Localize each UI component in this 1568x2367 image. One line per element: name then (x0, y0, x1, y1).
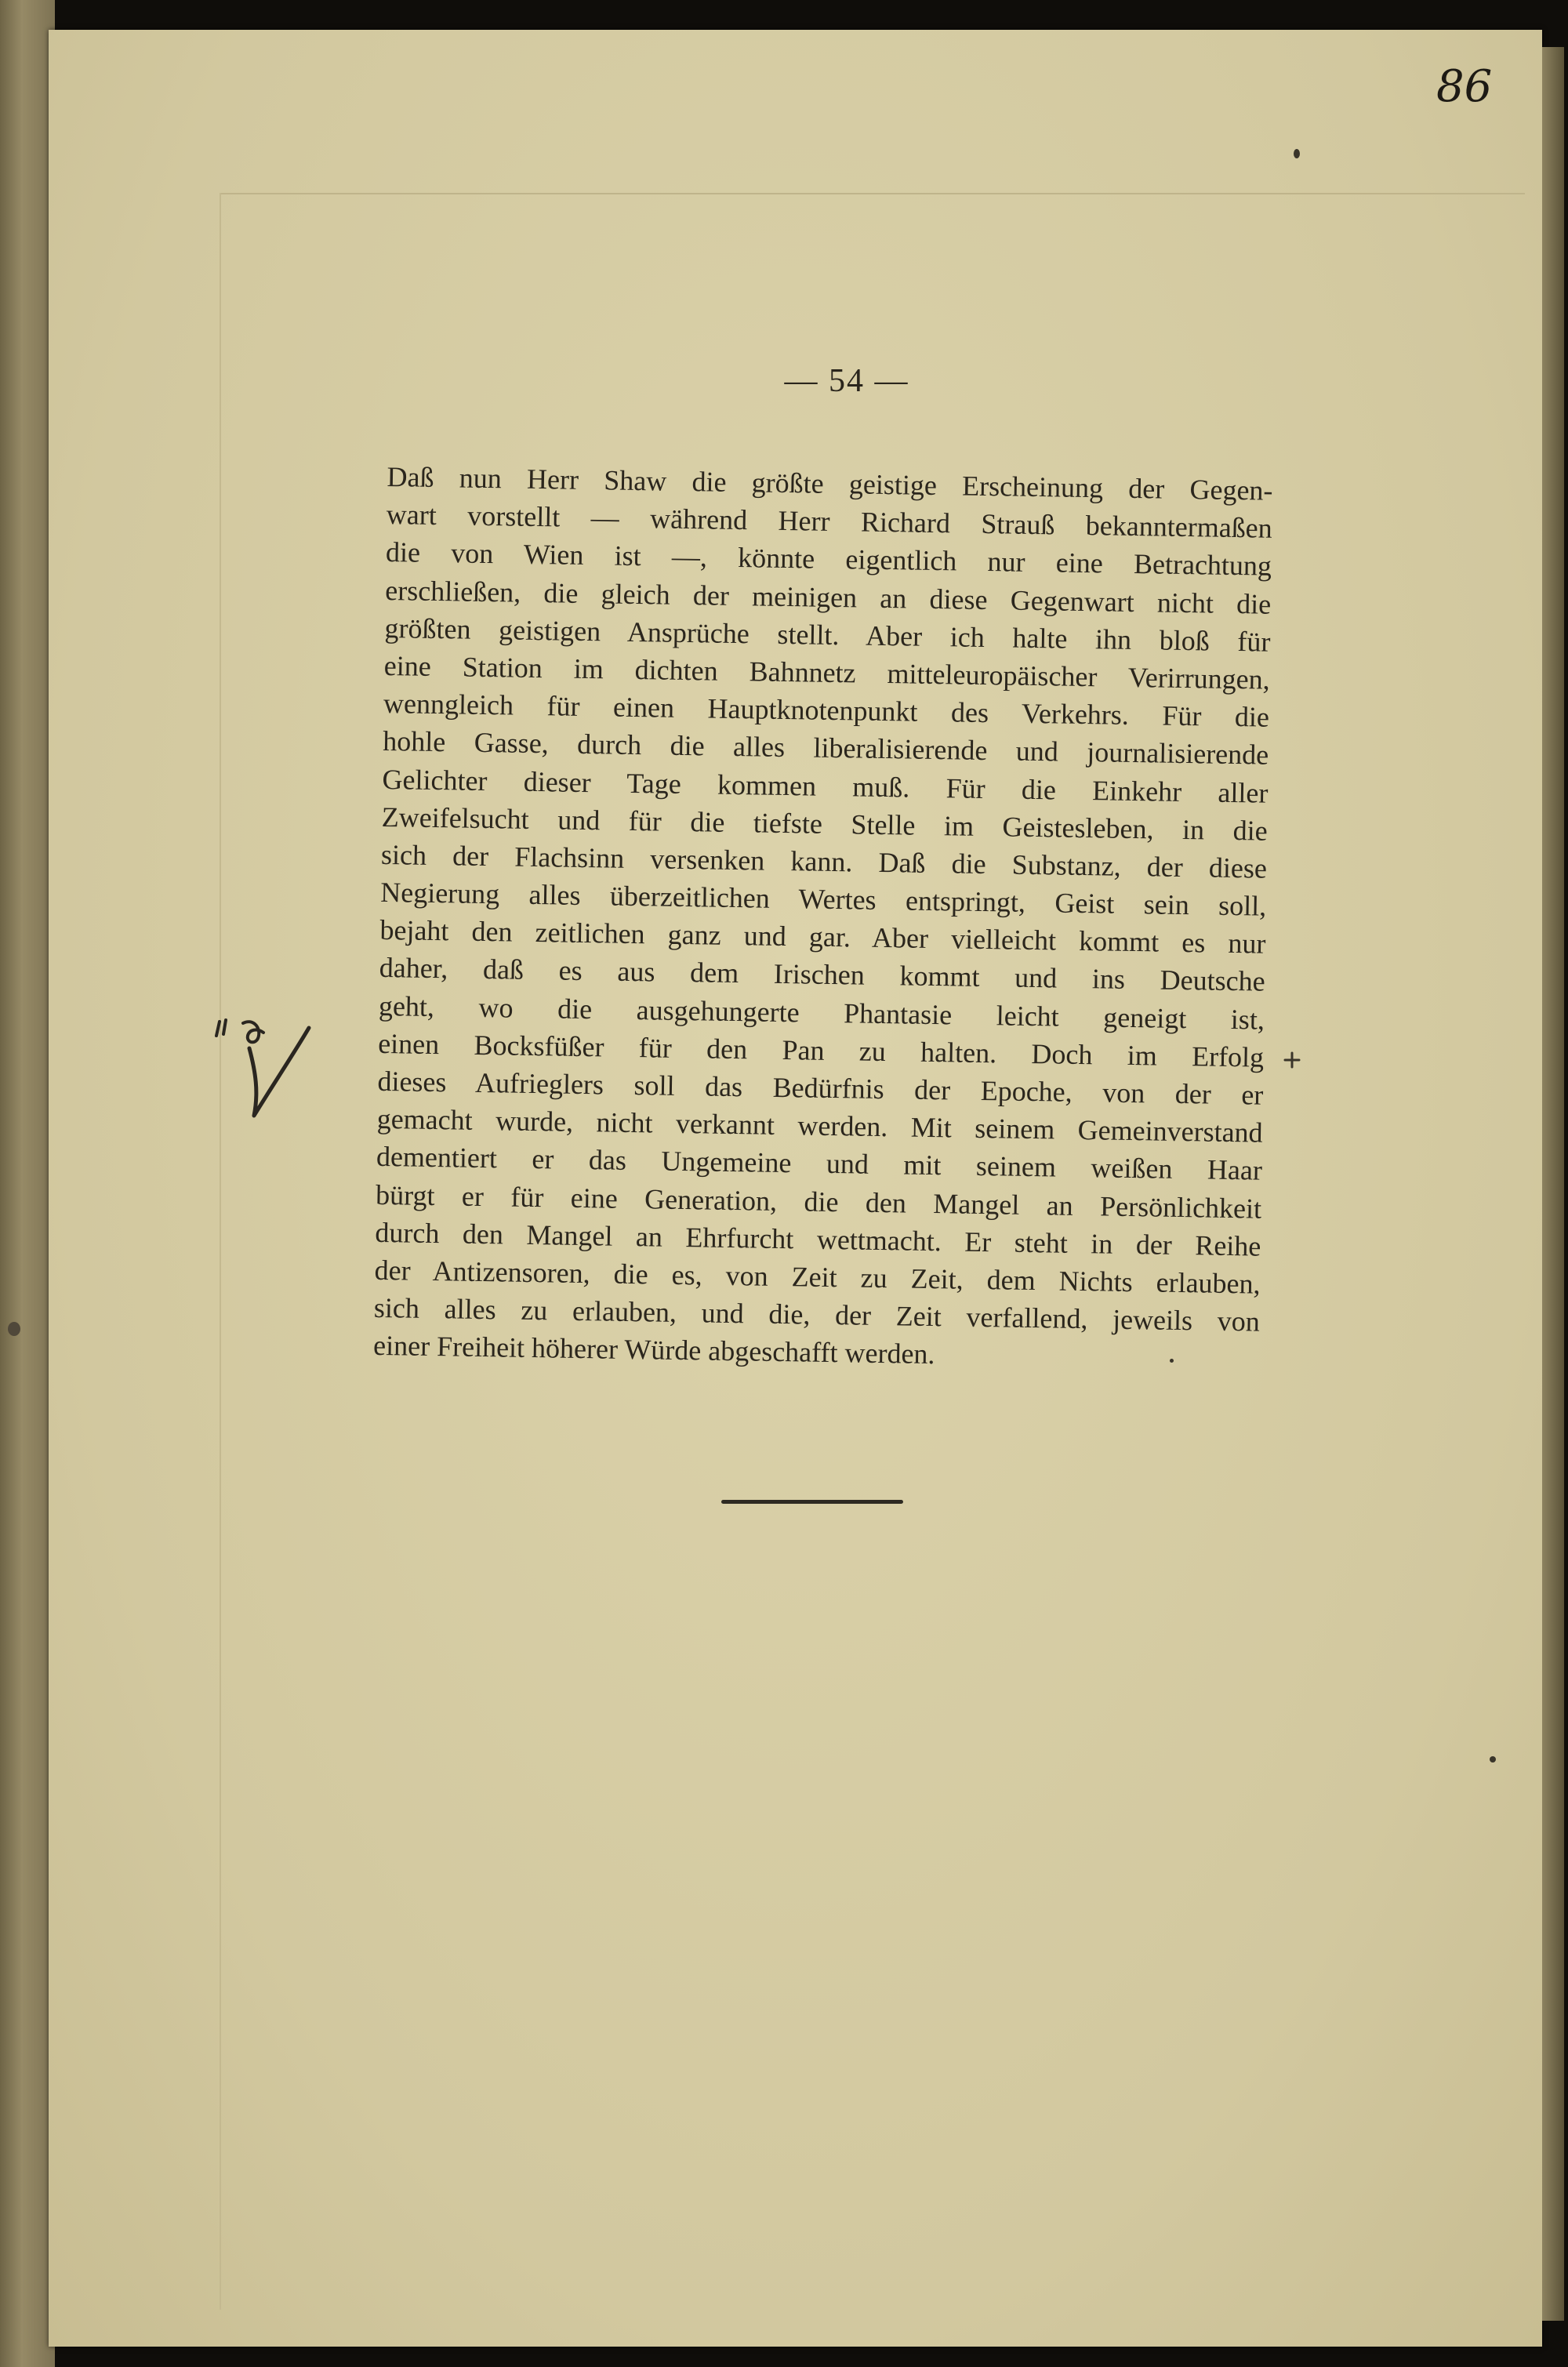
handwritten-margin-mark (212, 1000, 329, 1133)
text-line: geht, wo die ausgehungerte Phantasie leicht geneigt ist, (378, 989, 1265, 1036)
text-line: eine Station im dichten Bahnnetz mitteleuropäischer Verirrungen, (383, 649, 1271, 695)
folio-number: 86 (1436, 61, 1493, 112)
text-line: durch den Mangel an Ehrfurcht wettmacht. Er steht in der Reihe (375, 1216, 1261, 1262)
text-line: daher, daß es aus dem Irischen kommt und ins Deutsche (379, 952, 1265, 998)
text-line: hohle Gasse, durch die alles liberalisierende und journalisierende (383, 725, 1269, 771)
text-line: Negierung alles überzeitlichen Wertes entspringt, Geist sein soll, (379, 876, 1267, 922)
text-line: einen Bocksfüßer für den Pan zu halten. Doch im Erfolg (377, 1027, 1265, 1073)
text-line: bejaht den zeitlichen ganz und gar. Aber vielleicht kommt es nur (379, 914, 1266, 960)
frame-line (220, 193, 1525, 194)
text-line: größten geistigen Ansprüche stellt. Aber ich halte ihn bloß für (384, 612, 1271, 658)
text-line: sich der Flachsinn versenken kann. Daß die Substanz, der diese (380, 838, 1268, 884)
text-line: dementiert er das Ungemeine und mit seinem weißen Haar (376, 1141, 1263, 1187)
text-line: Daß nun Herr Shaw die größte geistige Erscheinung der Gegen- (387, 460, 1273, 506)
text-line: wart vorstellt — während Herr Richard Strauß bekanntermaßen (386, 499, 1273, 544)
text-line: die von Wien ist —, könnte eigentlich nur eine Betrachtung (385, 536, 1272, 583)
paper-speck (1294, 149, 1300, 158)
paper-speck (1170, 1359, 1174, 1363)
paper-speck (8, 1322, 20, 1336)
text-line: gemacht wurde, nicht verkannt werden. Mit seinem Gemeinverstand (376, 1103, 1263, 1149)
text-line: bürgt er für eine Generation, die den Mangel an Persönlichkeit (375, 1178, 1262, 1225)
body-text (373, 458, 1273, 1378)
text-line: der Antizensoren, die es, von Zeit zu Zeit, dem Nichts erlauben, (374, 1254, 1261, 1300)
text-line: dieses Aufrieglers soll das Bedürfnis der Epoche, von der er (377, 1065, 1264, 1111)
text-line: sich alles zu erlauben, und die, der Zeit verfallend, jeweils von (373, 1291, 1261, 1338)
margin-plus-mark (1283, 1051, 1301, 1069)
frame-line (220, 193, 221, 2310)
text-line: einer Freiheit höherer Würde abgeschafft werden. (372, 1330, 935, 1370)
book-spine (0, 0, 55, 2367)
page-edge (1542, 47, 1564, 2321)
text-line: wenngleich für einen Hauptknotenpunkt des Verkehrs. Für die (383, 688, 1270, 733)
paper-speck (1490, 1756, 1496, 1763)
text-line: erschließen, die gleich der meinigen an diese Gegenwart nicht die (385, 574, 1272, 620)
page-number: — 54 — (784, 363, 909, 399)
text-line: Zweifelsucht und für die tiefste Stelle im Geistesleben, in die (381, 800, 1268, 847)
separator-rule (721, 1500, 903, 1504)
text-line: Gelichter dieser Tage kommen muß. Für die Einkehr aller (382, 763, 1269, 809)
